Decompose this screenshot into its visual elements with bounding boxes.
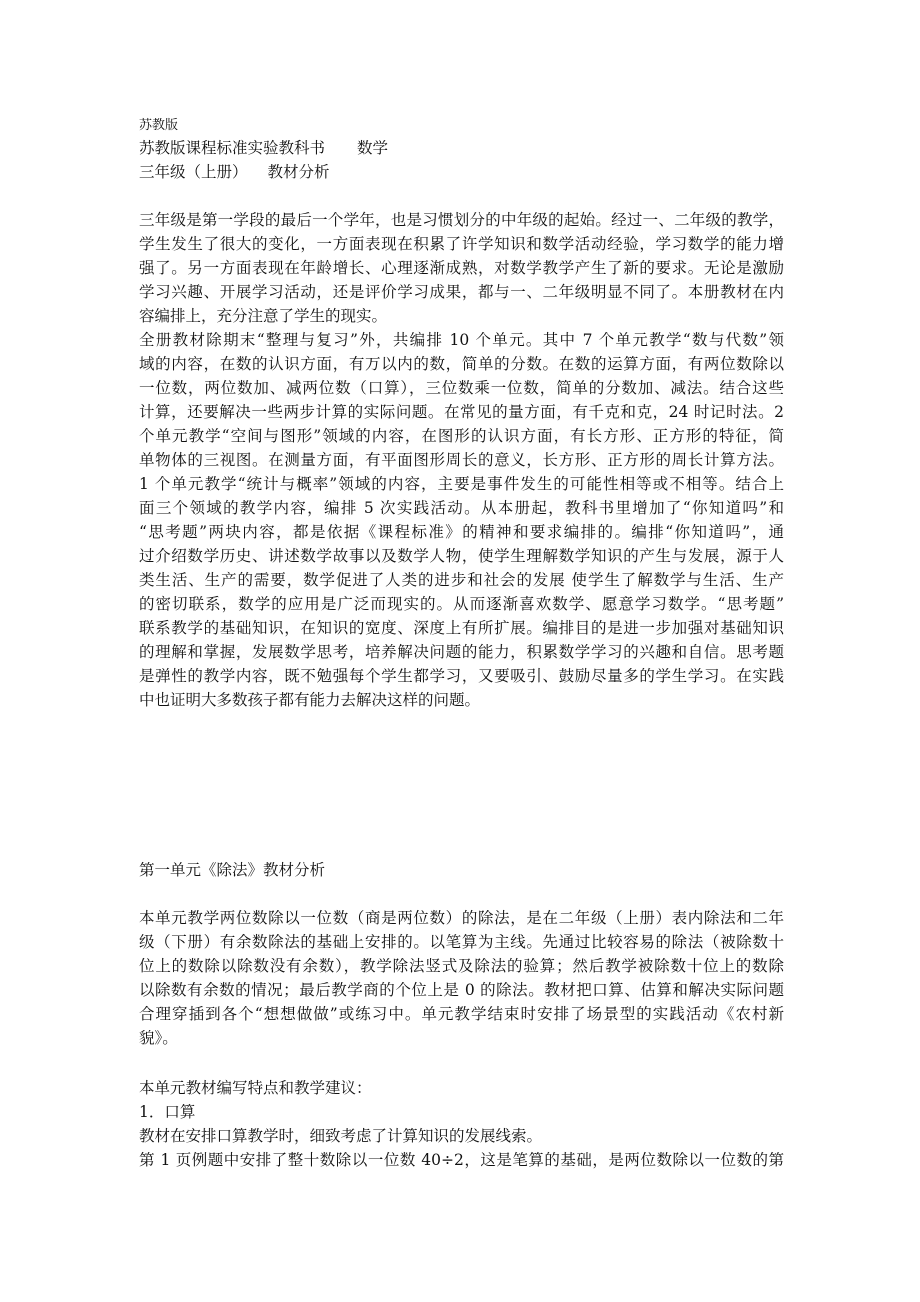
paragraph-line: “思考题”两块内容，都是依据《课程标准》的精神和要求编排的。编排“你知道吗”，通 (139, 523, 784, 541)
paragraph-line: 域的内容，在数的认识方面，有万以内的数，简单的分数。在数的运算方面，有两位数除以 (139, 355, 784, 373)
paragraph-line: 过介绍数学历史、讲述数学故事以及数学人物，使学生理解数学知识的产生与发展，源于人 (139, 547, 784, 565)
paragraph-line: 容编排上，充分注意了学生的现实。 (139, 307, 388, 325)
book-series: 苏教版课程标准实验教科书 (139, 139, 326, 157)
grade-label: 三年级（上册） (139, 163, 248, 181)
paragraph-line: 联系教学的基础知识，在知识的宽度、深度上有所扩展。编排目的是进一步加强对基础知识 (139, 619, 784, 637)
paragraph-line: 1 个单元教学“统计与概率”领域的内容，主要是事件发生的可能性相等或不相等。结合上 (139, 475, 784, 493)
paragraph-line: 教材在安排口算教学时，细致考虑了计算知识的发展线索。 (139, 1127, 543, 1145)
paragraph-line: 的理解和掌握，发展数学思考，培养解决问题的能力，积累数学学习的兴趣和自信。思考题 (139, 643, 784, 661)
paragraph-line: 级（下册）有余数除法的基础上安排的。以笔算为主线。先通过比较容易的除法（被除数十 (139, 933, 784, 951)
book-subject: 数学 (357, 139, 389, 157)
paragraph-line: 的密切联系，数学的应用是广泛而现实的。从而逐渐喜欢数学、愿意学习数学。“思考题” (139, 595, 784, 613)
paragraph-line: 个单元教学“空间与图形”领域的内容，在图形的认识方面，有长方形、正方形的特征，简 (139, 427, 784, 445)
book-title (139, 136, 388, 160)
paragraph-line: 类生活、生产的需要，数学促进了人类的进步和社会的发展 使学生了解数学与生活、生产 (139, 571, 784, 589)
paragraph-line: 是弹性的教学内容，既不勉强每个学生都学习，又要吸引、鼓励尽量多的学生学习。在实践 (139, 667, 784, 685)
paragraph-line: 第 1 页例题中安排了整十数除以一位数 40÷2，这是笔算的基础，是两位数除以一位数的第 (139, 1151, 784, 1169)
paragraph-line: 学习兴趣、开展学习活动，还是评价学习成果，都与一、二年级明显不同了。本册教材在内 (139, 283, 784, 301)
item-heading: 1．口算 (139, 1103, 196, 1121)
paragraph-line: 合理穿插到各个“想想做做”或练习中。单元教学结束时安排了场景型的实践活动《农村新 (139, 1005, 784, 1023)
paragraph-line: 面三个领域的教学内容，编排 5 次实践活动。从本册起，教科书里增加了“你知道吗”和 (139, 499, 784, 517)
paragraph-line: 单物体的三视图。在测量方面，有平面图形周长的意义，长方形、正方形的周长计算方法。 (139, 451, 784, 469)
paragraph-line: 三年级是第一学段的最后一个学年，也是习惯划分的中年级的起始。经过一、二年级的教学， (139, 211, 784, 229)
paragraph-line: 计算，还要解决一些两步计算的实际问题。在常见的量方面，有千克和克，24 时记时法。2 (139, 403, 784, 421)
section-title: 第一单元《除法》教材分析 (139, 861, 326, 879)
paragraph-line: 本单元教学两位数除以一位数（商是两位数）的除法，是在二年级（上册）表内除法和二年 (139, 909, 784, 927)
paragraph-line: 以除数有余数的情况；最后教学商的个位上是 0 的除法。教材把口算、估算和解决实际问题 (139, 981, 784, 999)
paragraph-line: 强了。另一方面表现在年龄增长、心理逐渐成熟，对数学教学产生了新的要求。无论是激励 (139, 259, 784, 277)
features-heading: 本单元教材编写特点和教学建议： (139, 1079, 372, 1097)
paragraph-line: 位上的数除以除数没有余数），教学除法竖式及除法的验算；然后教学被除数十位上的数除 (139, 957, 784, 975)
grade-title (139, 160, 330, 184)
paragraph-line: 貌》。 (139, 1029, 178, 1047)
publisher-label: 苏教版 (139, 118, 179, 133)
paragraph-line: 中也证明大多数孩子都有能力去解决这样的问题。 (139, 691, 481, 709)
paragraph-line: 学生发生了很大的变化，一方面表现在积累了许学知识和数学活动经验，学习数学的能力增 (139, 235, 784, 253)
analysis-label: 教材分析 (267, 163, 330, 181)
paragraph-line: 一位数，两位数加、减两位数（口算），三位数乘一位数，简单的分数加、减法。结合这些 (139, 379, 784, 397)
paragraph-line: 全册教材除期末“整理与复习”外，共编排 10 个单元。其中 7 个单元教学“数与代数”领 (139, 331, 784, 349)
